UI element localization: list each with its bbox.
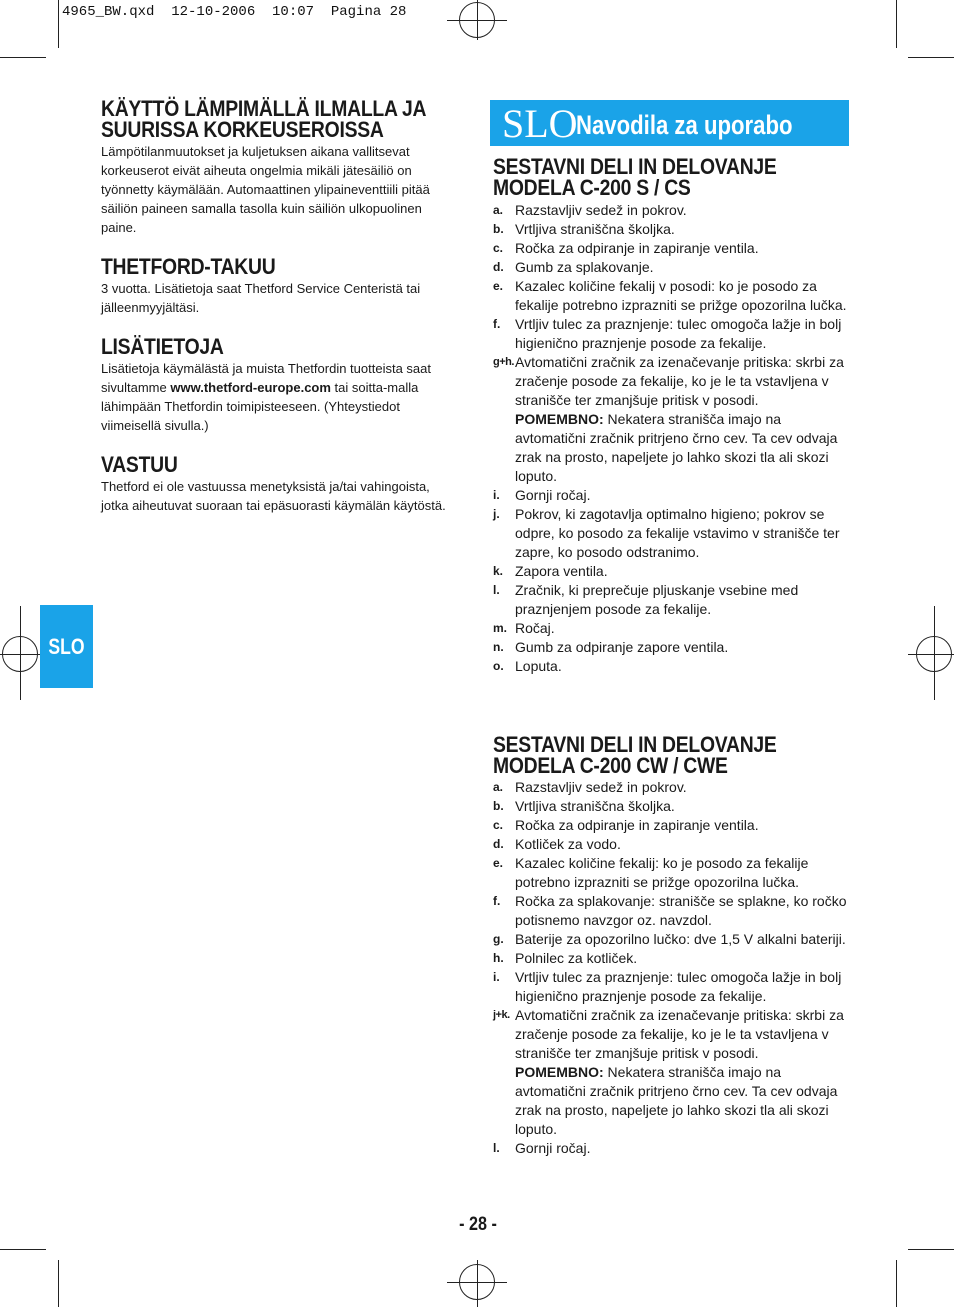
list-item — [493, 201, 851, 220]
section-heading: THETFORD-TAKUU — [101, 254, 276, 279]
crop-mark — [896, 0, 897, 48]
item-key: j+k. — [493, 1009, 510, 1021]
list-item — [493, 968, 851, 1006]
print-slug: 4965_BW.qxd 12-10-2006 10:07 Pagina 28 — [62, 4, 407, 20]
item-key: e. — [493, 856, 504, 870]
parts-list-c200cw — [493, 778, 851, 1158]
list-item — [493, 239, 851, 258]
crop-mark — [58, 0, 59, 48]
list-item — [493, 619, 851, 638]
item-key: a. — [493, 203, 504, 217]
section-heading-c200s: SESTAVNI DELI IN DELOVANJE MODELA C-200 S / CS — [493, 154, 777, 200]
item-key: b. — [493, 799, 504, 813]
item-text: Avtomatični zračnik za izenačevanje pritiska: skrbi za zračenje posode za fekalije, ko je le ta vstavljena v stranišče ter zmanjšuje pritisk v posodi. — [515, 354, 844, 408]
item-text: Avtomatični zračnik za izenačevanje pritiska: skrbi za zračenje posode za fekalije, ko je le ta vstavljena v stranišče ter zmanjšuje pritisk v posodi. — [515, 1007, 844, 1061]
list-item — [493, 657, 851, 676]
item-text: Vrtljiva straniščna školjka. — [515, 798, 675, 814]
item-key: d. — [493, 260, 504, 274]
list-item — [493, 835, 851, 854]
item-text: Razstavljiv sedež in pokrov. — [515, 779, 687, 795]
item-text: Gumb za odpiranje zapore ventila. — [515, 639, 729, 655]
language-side-tab — [40, 605, 93, 688]
list-item — [493, 778, 851, 797]
section-heading: LISÄTIETOJA — [101, 334, 224, 359]
item-key: h. — [493, 951, 504, 965]
list-item — [493, 930, 851, 949]
list-item — [493, 949, 851, 968]
section-liability — [101, 454, 459, 515]
parts-list-c200s — [493, 201, 851, 676]
section-heading: KÄYTTÖ LÄMPIMÄLLÄ ILMALLA JA SUURISSA KORKEUSEROISSA — [101, 96, 426, 142]
item-key: l. — [493, 1141, 500, 1155]
list-item — [493, 638, 851, 657]
section-heading-c200cw: SESTAVNI DELI IN DELOVANJE MODELA C-200 CW / CWE — [493, 732, 777, 778]
item-key: f. — [493, 317, 501, 331]
item-text: Ročka za odpiranje in zapiranje ventila. — [515, 240, 759, 256]
list-item — [493, 892, 851, 930]
item-text: Gornji ročaj. — [515, 487, 591, 503]
item-key: c. — [493, 241, 504, 255]
crop-mark — [896, 1260, 897, 1307]
item-key: o. — [493, 659, 504, 673]
item-text: Kazalec količine fekalij v posodi: ko je posodo za fekalije potrebno izprazniti se prižge opozorilna lučka. — [515, 278, 847, 313]
item-key: i. — [493, 488, 500, 502]
crop-mark — [908, 1249, 954, 1250]
note-text: Nekatera stranišča imajo na avtomatični zračnik pritrjeno črno cev. Ta cev odvaja zrak na prosto, napeljete jo lahko skozi tla ali skozi loputo. — [515, 411, 838, 484]
item-text: Kotliček za vodo. — [515, 836, 621, 852]
list-item — [493, 562, 851, 581]
list-item — [493, 505, 851, 562]
item-key: m. — [493, 621, 508, 635]
item-note — [515, 1063, 851, 1139]
crop-mark — [58, 1260, 59, 1307]
note-label: POMEMBNO: — [515, 1064, 604, 1080]
side-tab-label: SLO — [48, 634, 85, 659]
section-body: Lämpötilanmuutokset ja kuljetuksen aikana vallitsevat korkeuserot eivät aiheuta ongelmia mikäli jätesäiliö on työnnetty käymälään. Automaattinen ylipaineventtiili pitää säiliön paineen samalla tasolla kuin säiliön ulkopuolinen paine. — [101, 144, 430, 235]
item-key: d. — [493, 837, 504, 851]
list-item — [493, 854, 851, 892]
banner-title: Navodila za uporabo — [576, 110, 793, 140]
list-item — [493, 315, 851, 353]
item-text: Polnilec za kotliček. — [515, 950, 638, 966]
item-text: Zračnik, ki preprečuje pljuskanje vsebine med praznjenjem posode za fekalije. — [515, 582, 799, 617]
left-column — [101, 98, 459, 515]
item-key: i. — [493, 970, 500, 984]
list-item — [493, 581, 851, 619]
language-code: SLO — [502, 101, 578, 146]
website-link[interactable]: www.thetford-europe.com — [170, 380, 331, 395]
item-text: Gumb za splakovanje. — [515, 259, 654, 275]
section-warm-altitude — [101, 98, 459, 237]
list-item — [493, 1006, 851, 1139]
item-key: k. — [493, 564, 504, 578]
item-text: Ročka za splakovanje: stranišče se splakne, ko ročko potisnemo navzgor oz. navzdol. — [515, 893, 847, 928]
item-key: b. — [493, 222, 504, 236]
crop-mark — [908, 57, 954, 58]
item-key: a. — [493, 780, 504, 794]
section-heading: VASTUU — [101, 452, 178, 477]
item-text: Kazalec količine fekalij: ko je posodo za fekalije potrebno izprazniti se prižge opozorilna lučka. — [515, 855, 809, 890]
section-body: 3 vuotta. Lisätietoja saat Thetford Service Centeristä tai jälleenmyyjältäsi. — [101, 281, 421, 315]
list-item — [493, 816, 851, 835]
item-text: Pokrov, ki zagotavlja optimalno higieno; pokrov se odpre, ko posodo za fekalije vstavimo v stranišče ter zapre, ko posodo odstranimo. — [515, 506, 840, 560]
item-key: l. — [493, 583, 500, 597]
section-warranty — [101, 256, 459, 317]
item-text: Vrtljiv tulec za praznjenje: tulec omogoča lažje in bolj higienično praznjenje posode za fekalije. — [515, 969, 842, 1004]
item-key: c. — [493, 818, 504, 832]
list-item — [493, 486, 851, 505]
item-key: f. — [493, 894, 501, 908]
item-text: Ročka za odpiranje in zapiranje ventila. — [515, 817, 759, 833]
section-body: Thetford ei ole vastuussa menetyksistä ja/tai vahingoista, jotka aiheutuvat suoraan tai epäsuorasti käymälän käytöstä. — [101, 479, 446, 513]
item-key: j. — [493, 507, 500, 521]
list-item — [493, 797, 851, 816]
note-text: Nekatera stranišča imajo na avtomatični zračnik pritrjeno črno cev. Ta cev odvaja zrak na prosto, napeljete jo lahko skozi tla ali skozi loputo. — [515, 1064, 838, 1137]
section-body: Lisätietoja käymälästä ja muista Thetfordin tuotteista saat sivultamme www.thetford-europe.com tai soitta-malla lähimpään Thetfordin toimipisteeseen. (Yhteystiedot viimeisellä sivulla.) — [101, 361, 431, 433]
page-number: - 28 - — [459, 1214, 497, 1235]
item-text: Vrtljiva straniščna školjka. — [515, 221, 675, 237]
crop-mark — [0, 1249, 46, 1250]
item-key: n. — [493, 640, 504, 654]
list-item — [493, 258, 851, 277]
item-text: Loputa. — [515, 658, 562, 674]
item-text: Ročaj. — [515, 620, 555, 636]
section-more-info — [101, 336, 459, 435]
item-key: e. — [493, 279, 504, 293]
language-banner — [490, 100, 849, 146]
item-text: Gornji ročaj. — [515, 1140, 591, 1156]
item-text: Baterije za opozorilno lučko: dve 1,5 V alkalni bateriji. — [515, 931, 846, 947]
item-key: g. — [493, 932, 504, 946]
list-item — [493, 1139, 851, 1158]
list-item — [493, 277, 851, 315]
item-text: Zapora ventila. — [515, 563, 608, 579]
item-key: g+h. — [493, 356, 514, 368]
note-label: POMEMBNO: — [515, 411, 604, 427]
list-item — [493, 220, 851, 239]
item-text: Vrtljiv tulec za praznjenje: tulec omogoča lažje in bolj higienično praznjenje posode za fekalije. — [515, 316, 842, 351]
list-item — [493, 353, 851, 486]
crop-mark — [0, 57, 46, 58]
item-text: Razstavljiv sedež in pokrov. — [515, 202, 687, 218]
item-note — [515, 410, 851, 486]
